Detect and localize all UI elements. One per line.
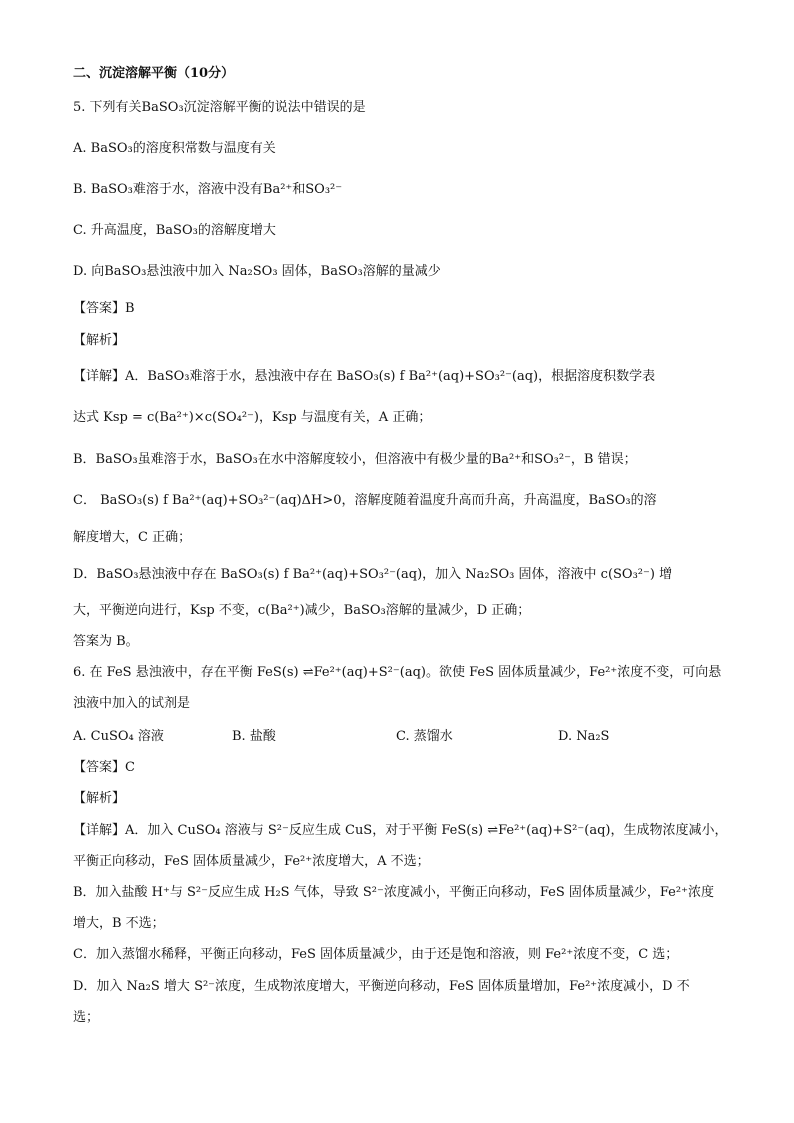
q5-stem: 5. 下列有关BaSO₃沉淀溶解平衡的说法中错误的是 [73,100,366,115]
q5-detail-c-line1: C． BaSO₃(s) f Ba²⁺(aq)+SO₃²⁻(aq)ΔH>0，溶解度随着温度升高而升高，升高温度，BaSO₃的溶 [73,493,657,508]
q6-option-c: C. 蒸馏水 [396,729,453,744]
q5-option-d: D. 向BaSO₃悬浊液中加入 Na₂SO₃ 固体，BaSO₃溶解的量减少 [73,264,441,279]
q6-answer: 【答案】C [73,760,135,775]
q6-option-b: B. 盐酸 [232,729,276,744]
q6-detail-a-line2: 平衡正向移动，FeS 固体质量减少，Fe²⁺浓度增大，A 不选； [73,854,430,869]
q5-detail-a-line1: 【详解】A．BaSO₃难溶于水，悬浊液中存在 BaSO₃(s) f Ba²⁺(aq)+SO₃²⁻(aq)，根据溶度积数学表 [73,369,656,384]
q5-detail-d-line1: D．BaSO₃悬浊液中存在 BaSO₃(s) f Ba²⁺(aq)+SO₃²⁻(aq)，加入 Na₂SO₃ 固体，溶液中 c(SO₃²⁻) 增 [73,567,673,582]
q6-detail-c: C．加入蒸馏水稀释，平衡正向移动，FeS 固体质量减少，由于还是饱和溶液，则 Fe²⁺浓度不变，C 选； [73,947,679,962]
q6-option-d: D. Na₂S [558,729,610,744]
q5-detail-a-line2: 达式 Ksp = c(Ba²⁺)×c(SO₄²⁻)，Ksp 与温度有关，A 正确； [73,410,432,425]
q5-analysis-label: 【解析】 [73,333,126,348]
q6-detail-d-line2: 选； [73,1010,100,1025]
q6-detail-d-line1: D．加入 Na₂S 增大 S²⁻浓度，生成物浓度增大，平衡逆向移动，FeS 固体质量增加，Fe²⁺浓度减小，D 不 [73,979,690,994]
q5-option-a: A. BaSO₃的溶度积常数与温度有关 [73,141,276,156]
q5-detail-d-line2: 大，平衡逆向进行，Ksp 不变，c(Ba²⁺)减少，BaSO₃溶解的量减少，D 正确； [73,603,531,618]
q5-answer: 【答案】B [73,301,135,316]
q6-detail-b-line1: B．加入盐酸 H⁺与 S²⁻反应生成 H₂S 气体，导致 S²⁻浓度减小，平衡正向移动，FeS 固体质量减少，Fe²⁺浓度 [73,885,714,900]
q6-detail-b-line2: 增大，B 不选； [73,916,165,931]
q5-option-b: B. BaSO₃难溶于水，溶液中没有Ba²⁺和SO₃²⁻ [73,182,343,197]
q6-detail-a-line1: 【详解】A．加入 CuSO₄ 溶液与 S²⁻反应生成 CuS，对于平衡 FeS(s) ⇌Fe²⁺(aq)+S²⁻(aq)，生成物浓度减小， [73,823,728,838]
q5-detail-c-line2: 解度增大，C 正确； [73,530,192,545]
q5-option-c: C. 升高温度，BaSO₃的溶解度增大 [73,223,276,238]
section-title: 二、沉淀溶解平衡（10分） [73,66,235,81]
q5-conclusion: 答案为 B。 [73,634,139,649]
q6-option-a: A. CuSO₄ 溶液 [73,729,164,744]
q6-stem-line1: 6. 在 FeS 悬浊液中，存在平衡 FeS(s) ⇌Fe²⁺(aq)+S²⁻(aq)。欲使 FeS 固体质量减少，Fe²⁺浓度不变，可向悬 [73,665,722,680]
q6-analysis-label: 【解析】 [73,791,126,806]
q5-detail-b: B．BaSO₃虽难溶于水，BaSO₃在水中溶解度较小，但溶液中有极少量的Ba²⁺和SO₃²⁻，B 错误； [73,452,637,467]
q6-stem-line2: 浊液中加入的试剂是 [73,696,191,711]
